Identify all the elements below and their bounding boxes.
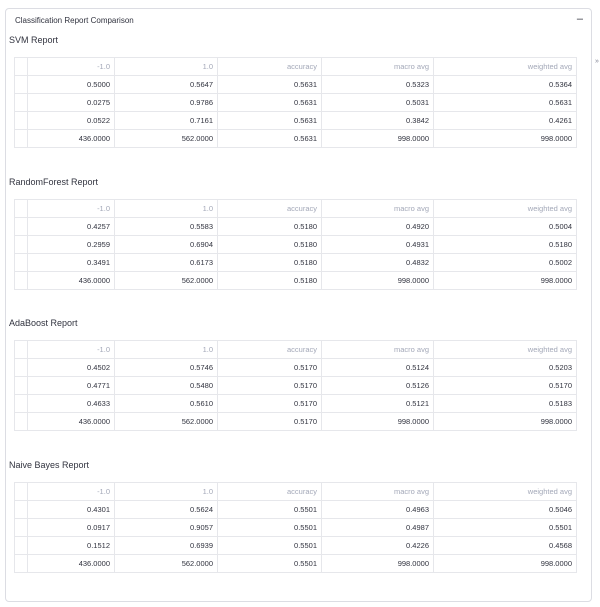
table-cell[interactable]: 0.0275 xyxy=(28,94,115,112)
row-index-cell[interactable] xyxy=(15,413,28,431)
row-index-cell[interactable] xyxy=(15,272,28,290)
table-row xyxy=(15,537,577,555)
table-header-row xyxy=(15,58,577,76)
table-cell[interactable]: 998.0000 xyxy=(434,555,577,573)
table-cell[interactable]: 0.4931 xyxy=(322,236,434,254)
table-row xyxy=(15,555,577,573)
table-cell[interactable]: 0.5000 xyxy=(28,76,115,94)
column-header[interactable]: 1.0 xyxy=(115,58,218,76)
table-cell[interactable]: 0.5501 xyxy=(218,537,322,555)
table-cell[interactable]: 562.0000 xyxy=(115,130,218,148)
table-cell[interactable]: 0.5583 xyxy=(115,218,218,236)
table-row xyxy=(15,413,577,431)
column-header[interactable]: accuracy xyxy=(218,483,322,501)
table-cell[interactable]: 0.3842 xyxy=(322,112,434,130)
table-row xyxy=(15,377,577,395)
column-header[interactable]: macro avg xyxy=(322,341,434,359)
table-cell[interactable]: 0.5631 xyxy=(218,94,322,112)
column-header[interactable]: 1.0 xyxy=(115,341,218,359)
table-cell[interactable]: 0.0522 xyxy=(28,112,115,130)
column-header[interactable]: weighted avg xyxy=(434,58,577,76)
report-title: AdaBoost Report xyxy=(9,318,78,328)
report-table xyxy=(14,482,577,573)
table-cell[interactable]: 998.0000 xyxy=(434,272,577,290)
table-cell[interactable]: 0.5002 xyxy=(434,254,577,272)
table-cell[interactable]: 0.9057 xyxy=(115,519,218,537)
table-row xyxy=(15,112,577,130)
row-index-cell[interactable] xyxy=(15,519,28,537)
table-cell[interactable]: 998.0000 xyxy=(322,272,434,290)
table-cell[interactable]: 0.4568 xyxy=(434,537,577,555)
row-index-header[interactable] xyxy=(15,200,28,218)
table-row xyxy=(15,272,577,290)
table-cell[interactable]: 0.5631 xyxy=(218,112,322,130)
table-cell[interactable]: 0.5610 xyxy=(115,395,218,413)
table-cell[interactable]: 0.4226 xyxy=(322,537,434,555)
table-cell[interactable]: 0.5031 xyxy=(322,94,434,112)
row-index-cell[interactable] xyxy=(15,130,28,148)
column-header[interactable]: -1.0 xyxy=(28,341,115,359)
table-cell[interactable]: 0.7161 xyxy=(115,112,218,130)
table-row xyxy=(15,130,577,148)
table-cell[interactable]: 0.5746 xyxy=(115,359,218,377)
report-title: Naive Bayes Report xyxy=(9,460,90,470)
edge-chevron-icon: » xyxy=(595,58,599,65)
table-row xyxy=(15,94,577,112)
column-header[interactable]: weighted avg xyxy=(434,341,577,359)
table-cell[interactable]: 436.0000 xyxy=(28,413,115,431)
table-row xyxy=(15,501,577,519)
column-header[interactable]: accuracy xyxy=(218,341,322,359)
table-cell[interactable]: 562.0000 xyxy=(115,555,218,573)
panel-title[interactable]: Classification Report Comparison xyxy=(15,16,134,25)
row-index-cell[interactable] xyxy=(15,236,28,254)
row-index-header[interactable] xyxy=(15,58,28,76)
table-cell[interactable]: 0.5170 xyxy=(218,377,322,395)
table-cell[interactable]: 0.5631 xyxy=(218,76,322,94)
column-header[interactable]: accuracy xyxy=(218,58,322,76)
table-cell[interactable]: 0.5124 xyxy=(322,359,434,377)
column-header[interactable]: weighted avg xyxy=(434,483,577,501)
table-cell[interactable]: 0.4920 xyxy=(322,218,434,236)
report-table xyxy=(14,57,577,148)
column-header[interactable]: accuracy xyxy=(218,200,322,218)
table-cell[interactable]: 0.3491 xyxy=(28,254,115,272)
table-cell[interactable]: 0.5180 xyxy=(218,236,322,254)
table-cell[interactable]: 0.5480 xyxy=(115,377,218,395)
table-cell[interactable]: 998.0000 xyxy=(322,555,434,573)
table-cell[interactable]: 998.0000 xyxy=(322,130,434,148)
table-cell[interactable]: 562.0000 xyxy=(115,413,218,431)
table-cell[interactable]: 998.0000 xyxy=(434,413,577,431)
table-cell[interactable]: 0.5170 xyxy=(434,377,577,395)
table-cell[interactable]: 0.5501 xyxy=(218,519,322,537)
table-cell[interactable]: 0.5501 xyxy=(218,555,322,573)
table-cell[interactable]: 0.5170 xyxy=(218,413,322,431)
table-cell[interactable]: 562.0000 xyxy=(115,272,218,290)
table-row xyxy=(15,395,577,413)
report-table xyxy=(14,199,577,290)
table-cell[interactable]: 0.4301 xyxy=(28,501,115,519)
table-cell[interactable]: 436.0000 xyxy=(28,555,115,573)
table-cell[interactable]: 436.0000 xyxy=(28,130,115,148)
table-cell[interactable]: 0.4257 xyxy=(28,218,115,236)
table-cell[interactable]: 0.5180 xyxy=(434,236,577,254)
row-index-cell[interactable] xyxy=(15,359,28,377)
table-cell[interactable]: 436.0000 xyxy=(28,272,115,290)
table-cell[interactable]: 0.5364 xyxy=(434,76,577,94)
row-index-cell[interactable] xyxy=(15,555,28,573)
table-cell[interactable]: 0.5501 xyxy=(434,519,577,537)
table-cell[interactable]: 0.5121 xyxy=(322,395,434,413)
table-cell[interactable]: 0.4832 xyxy=(322,254,434,272)
row-index-cell[interactable] xyxy=(15,218,28,236)
table-cell[interactable]: 0.6173 xyxy=(115,254,218,272)
column-header[interactable]: -1.0 xyxy=(28,200,115,218)
table-cell[interactable]: 0.5203 xyxy=(434,359,577,377)
table-cell[interactable]: 0.4771 xyxy=(28,377,115,395)
table-cell[interactable]: 0.4987 xyxy=(322,519,434,537)
table-row xyxy=(15,359,577,377)
table-row xyxy=(15,254,577,272)
table-cell[interactable]: 0.5046 xyxy=(434,501,577,519)
table-cell[interactable]: 0.5631 xyxy=(434,94,577,112)
row-index-header[interactable] xyxy=(15,341,28,359)
table-cell[interactable]: 0.4502 xyxy=(28,359,115,377)
table-cell[interactable]: 0.5631 xyxy=(218,130,322,148)
table-row xyxy=(15,76,577,94)
table-cell[interactable]: 0.4963 xyxy=(322,501,434,519)
table-cell[interactable]: 0.9786 xyxy=(115,94,218,112)
row-index-header[interactable] xyxy=(15,483,28,501)
table-header-row xyxy=(15,341,577,359)
table-header-row xyxy=(15,200,577,218)
table-cell[interactable]: 0.5624 xyxy=(115,501,218,519)
table-cell[interactable]: 0.5126 xyxy=(322,377,434,395)
table-cell[interactable]: 998.0000 xyxy=(434,130,577,148)
row-index-cell[interactable] xyxy=(15,395,28,413)
column-header[interactable]: weighted avg xyxy=(434,200,577,218)
column-header[interactable]: macro avg xyxy=(322,483,434,501)
column-header[interactable]: 1.0 xyxy=(115,483,218,501)
row-index-cell[interactable] xyxy=(15,377,28,395)
table-row xyxy=(15,218,577,236)
table-header-row xyxy=(15,483,577,501)
table-cell[interactable]: 0.5180 xyxy=(218,218,322,236)
table-cell[interactable]: 0.2959 xyxy=(28,236,115,254)
table-cell[interactable]: 0.5647 xyxy=(115,76,218,94)
table-row xyxy=(15,519,577,537)
table-cell[interactable]: 0.1512 xyxy=(28,537,115,555)
table-cell[interactable]: 0.6939 xyxy=(115,537,218,555)
table-cell[interactable]: 0.5180 xyxy=(218,254,322,272)
report-title: RandomForest Report xyxy=(9,177,99,187)
table-cell[interactable]: 0.5323 xyxy=(322,76,434,94)
table-cell[interactable]: 998.0000 xyxy=(322,413,434,431)
row-index-cell[interactable] xyxy=(15,537,28,555)
collapse-button[interactable]: – xyxy=(576,13,583,25)
table-cell[interactable]: 0.0917 xyxy=(28,519,115,537)
column-header[interactable]: macro avg xyxy=(322,58,434,76)
column-header[interactable]: 1.0 xyxy=(115,200,218,218)
table-cell[interactable]: 0.5501 xyxy=(218,501,322,519)
table-cell[interactable]: 0.4633 xyxy=(28,395,115,413)
table-cell[interactable]: 0.5170 xyxy=(218,395,322,413)
table-cell[interactable]: 0.4261 xyxy=(434,112,577,130)
report-table xyxy=(14,340,577,431)
row-index-cell[interactable] xyxy=(15,112,28,130)
row-index-cell[interactable] xyxy=(15,76,28,94)
column-header[interactable]: -1.0 xyxy=(28,58,115,76)
column-header[interactable]: macro avg xyxy=(322,200,434,218)
table-row xyxy=(15,236,577,254)
table-cell[interactable]: 0.5183 xyxy=(434,395,577,413)
report-title: SVM Report xyxy=(9,35,59,45)
table-cell[interactable]: 0.5170 xyxy=(218,359,322,377)
row-index-cell[interactable] xyxy=(15,501,28,519)
row-index-cell[interactable] xyxy=(15,254,28,272)
row-index-cell[interactable] xyxy=(15,94,28,112)
table-cell[interactable]: 0.5180 xyxy=(218,272,322,290)
table-cell[interactable]: 0.6904 xyxy=(115,236,218,254)
column-header[interactable]: -1.0 xyxy=(28,483,115,501)
table-cell[interactable]: 0.5004 xyxy=(434,218,577,236)
